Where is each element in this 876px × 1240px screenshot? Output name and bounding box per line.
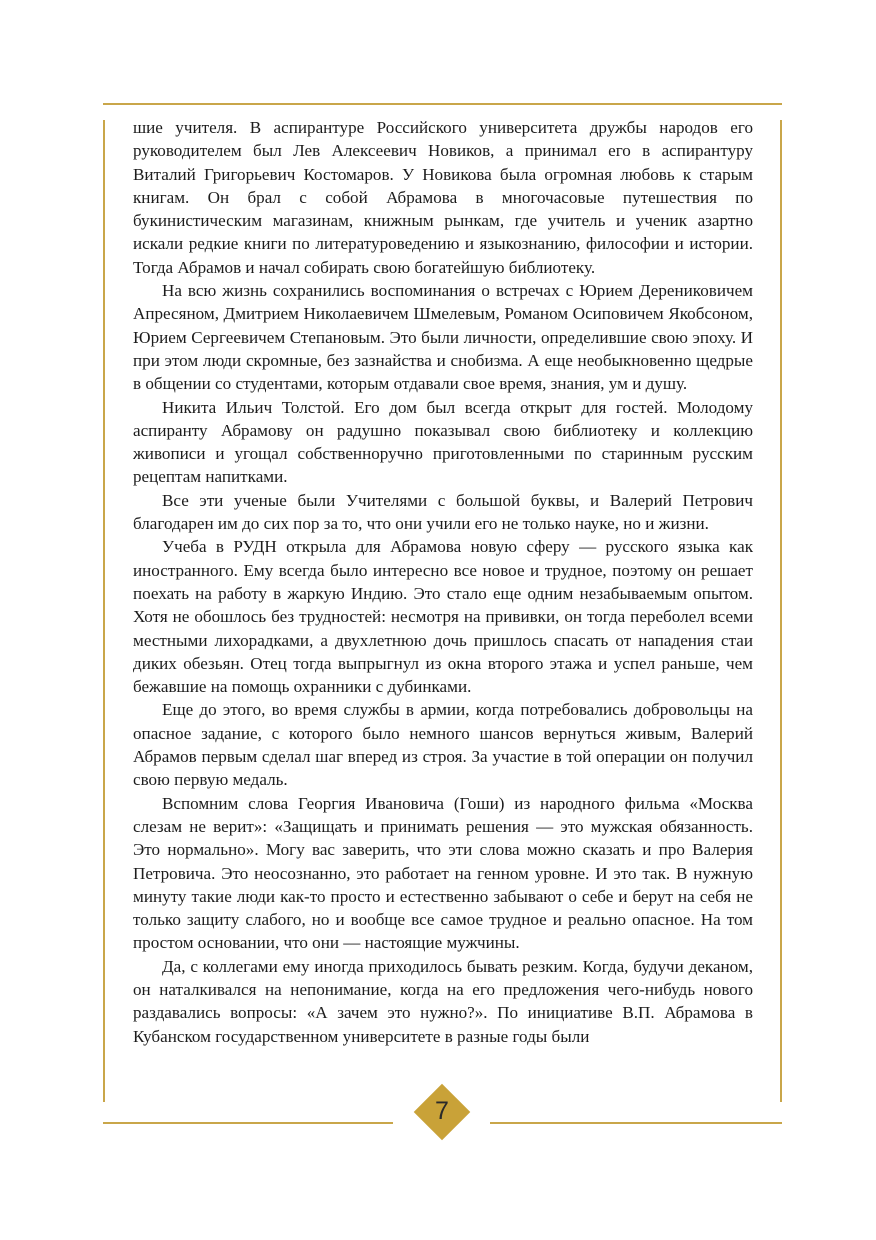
paragraph-7: Вспомним слова Георгия Ивановича (Гоши) из народного фильма «Москва слезам не верит»: «Защищать и принимать решения — это мужская обязанность. Это нормально». Могу вас заверить, что эти слова можно сказать и про Валерия Петровича. Это неосознанно, это работает на генном уровне. И это так. В нужную минуту такие люди как-то просто и естественно забывают о себе и берут на себя не только защиту слабого, но и вообще все самое трудное и реально опасное. На том простом основании, что они — настоящие мужчины. [133,793,753,953]
page-number: 7 [435,1097,449,1125]
paragraph-3: Никита Ильич Толстой. Его дом был всегда открыт для гостей. Молодому аспиранту Абрамову он радушно показывал свою библиотеку и коллекцию живописи и угощал собственноручно приготовленными по старинным русским рецептам напитками. [133,397,753,487]
paragraph-6: Еще до этого, во время службы в армии, когда потребовались добровольцы на опасное задание, с которого было немного шансов вернуться живым, Валерий Абрамов первым сделал шаг вперед из строя. За участие в той операции он получил свою первую медаль. [133,700,753,790]
paragraph-4: Все эти ученые были Учителями с большой буквы, и Валерий Петрович благодарен им до сих пор за то, что они учили его не только науке, но и жизни. [133,490,753,534]
paragraph-8: Да, с коллегами ему иногда приходилось бывать резким. Когда, будучи деканом, он наталкивался на непонимание, когда на его предложения чего-нибудь нового раздавались вопросы: «А зачем это нужно?». По инициативе В.П. Абрамова в Кубанском государственном университете в разные годы были [133,956,753,1046]
left-rule [103,120,105,1102]
bottom-rule-right [490,1122,782,1124]
bottom-rule-left [103,1122,393,1124]
paragraph-2: На всю жизнь сохранились воспоминания о встречах с Юрием Дерениковичем Апресяном, Дмитрием Николаевичем Шмелевым, Романом Осиповичем Якобсоном, Юрием Сергеевичем Степановым. Это были личности, определившие свою эпоху. И при этом люди скромные, без зазнайства и снобизма. А еще необыкновенно щедрые в общении со студентами, которым отдавали свое время, знания, ум и душу. [133,281,753,394]
right-rule [780,120,782,1102]
paragraph-5: Учеба в РУДН открыла для Абрамова новую сферу — русского языка как иностранного. Ему всегда было интересно все новое и трудное, поэтому он решает поехать на работу в жаркую Индию. Это стало еще одним незабываемым опытом. Хотя не обошлось без трудностей: несмотря на прививки, он тогда переболел всеми местными лихорадками, а двухлетнюю дочь пришлось спасать от нападения стаи диких обезьян. Отец тогда выпрыгнул из окна второго этажа и успел раньше, чем бежавшие на помощь охранники с дубинками. [133,537,753,697]
page-number-badge [414,1084,470,1140]
body-text [133,116,753,1048]
top-rule [103,103,782,105]
paragraph-1: шие учителя. В аспирантуре Российского университета дружбы народов его руководителем был Лев Алексеевич Новиков, а принимал его в аспирантуру Виталий Григорьевич Костомаров. У Новикова была огромная любовь к старым книгам. Он брал с собой Абрамова в многочасовые путешествия по букинистическим магазинам, книжным рынкам, где учитель и ученик азартно искали редкие книги по литературоведению и языкознанию, философии и истории. Тогда Абрамов и начал собирать свою богатейшую библиотеку. [133,118,753,277]
